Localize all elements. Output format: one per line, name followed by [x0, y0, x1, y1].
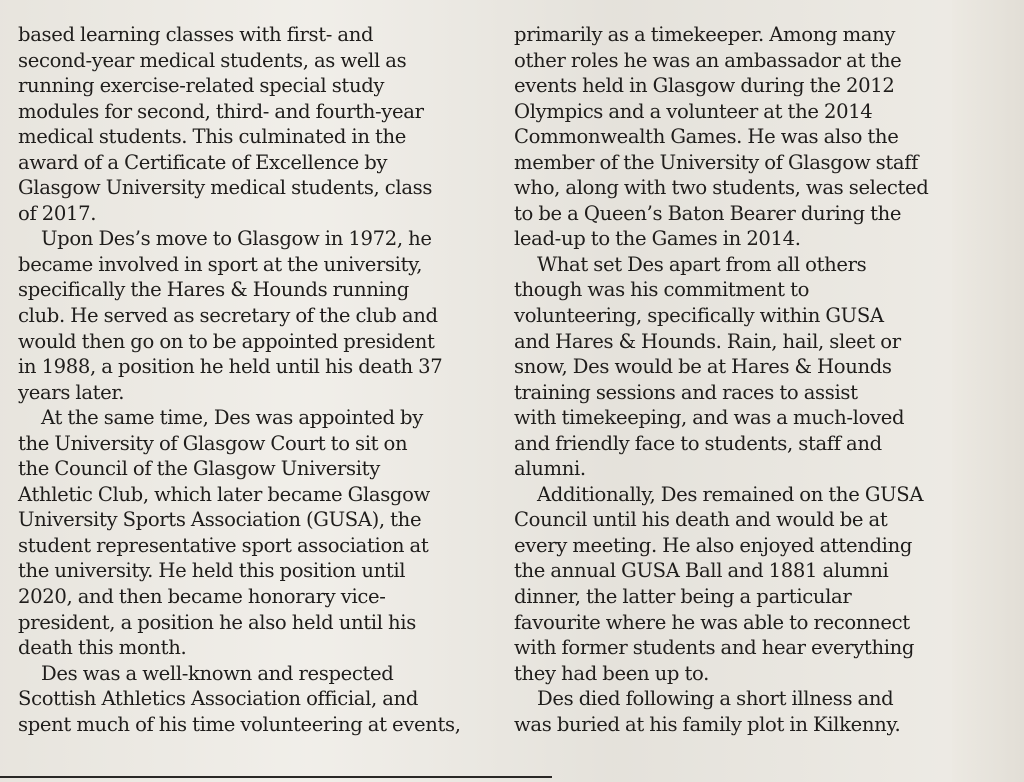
- page-margin-bleed: [952, 0, 1024, 782]
- article-line: alumni.: [514, 457, 586, 481]
- article-line: years later.: [18, 380, 125, 404]
- article-line: became involved in sport at the university,: [18, 252, 423, 276]
- article-line: the university. He held this position until: [18, 559, 406, 583]
- article-line: What set Des apart from all others: [537, 252, 867, 276]
- article-line: events held in Glasgow during the 2012: [514, 74, 895, 98]
- article-line: Olympics and a volunteer at the 2014: [514, 99, 873, 123]
- article-line: the Council of the Glasgow University: [18, 457, 380, 481]
- article-line: 2020, and then became honorary vice-: [18, 585, 386, 609]
- article-line: Des died following a short illness and: [537, 687, 894, 711]
- article-line: Council until his death and would be at: [514, 508, 888, 532]
- article-line: other roles he was an ambassador at the: [514, 48, 902, 72]
- article-line: lead-up to the Games in 2014.: [514, 227, 801, 251]
- article-line: volunteering, specifically within GUSA: [514, 304, 884, 328]
- article-line: Des was a well-known and respected: [41, 661, 394, 685]
- article-line: based learning classes with first- and: [18, 23, 374, 46]
- article-line: death this month.: [18, 636, 187, 660]
- article-line: medical students. This culminated in the: [18, 125, 407, 149]
- article-line: At the same time, Des was appointed by: [41, 406, 423, 430]
- article-line: the University of Glasgow Court to sit on: [18, 431, 408, 455]
- article-line: Glasgow University medical students, class: [18, 176, 433, 200]
- article-line: primarily as a timekeeper. Among many: [514, 23, 896, 46]
- article-line: to be a Queen’s Baton Bearer during the: [514, 201, 902, 225]
- article-line: spent much of his time volunteering at events,: [18, 712, 461, 736]
- article-line: dinner, the latter being a particular: [514, 585, 852, 609]
- article-line: snow, Des would be at Hares & Hounds: [514, 355, 892, 379]
- article-line: Commonwealth Games. He was also the: [514, 125, 899, 149]
- article-line: Upon Des’s move to Glasgow in 1972, he: [41, 227, 432, 251]
- article-line: who, along with two students, was selected: [514, 176, 929, 200]
- article-line: they had been up to.: [514, 661, 709, 685]
- article-line: Athletic Club, which later became Glasgow: [18, 482, 430, 506]
- article-line: and friendly face to students, staff and: [514, 431, 882, 455]
- article-line: the annual GUSA Ball and 1881 alumni: [514, 559, 889, 583]
- article-line: running exercise-related special study: [18, 74, 385, 98]
- article-line: University Sports Association (GUSA), the: [18, 508, 422, 532]
- article-line: training sessions and races to assist: [514, 380, 858, 404]
- article-line: award of a Certificate of Excellence by: [18, 150, 388, 174]
- article-line: club. He served as secretary of the club and: [18, 304, 438, 328]
- article-line: and Hares & Hounds. Rain, hail, sleet or: [514, 329, 901, 353]
- column-bottom-rule: [0, 776, 552, 778]
- article-line: with timekeeping, and was a much-loved: [514, 406, 905, 430]
- article-line: every meeting. He also enjoyed attending: [514, 533, 913, 557]
- article-line: with former students and hear everything: [514, 636, 915, 660]
- article-line: though was his commitment to: [514, 278, 810, 302]
- article-line: second-year medical students, as well as: [18, 48, 407, 72]
- article-line: Scottish Athletics Association official, and: [18, 687, 419, 711]
- article-line: modules for second, third- and fourth-year: [18, 99, 424, 123]
- article-line: would then go on to be appointed president: [18, 329, 435, 353]
- article-line: favourite where he was able to reconnect: [514, 610, 910, 634]
- article-line: member of the University of Glasgow staff: [514, 150, 919, 174]
- article-line: in 1988, a position he held until his death 37: [18, 355, 443, 379]
- article-line: Additionally, Des remained on the GUSA: [537, 482, 924, 506]
- article-line: of 2017.: [18, 201, 97, 225]
- article-column-right: [514, 22, 954, 737]
- article-line: was buried at his family plot in Kilkenny.: [514, 712, 901, 736]
- article-line: student representative sport association at: [18, 533, 429, 557]
- article-line: specifically the Hares & Hounds running: [18, 278, 409, 302]
- article-line: president, a position he also held until his: [18, 610, 416, 634]
- article-column-left: [18, 22, 488, 737]
